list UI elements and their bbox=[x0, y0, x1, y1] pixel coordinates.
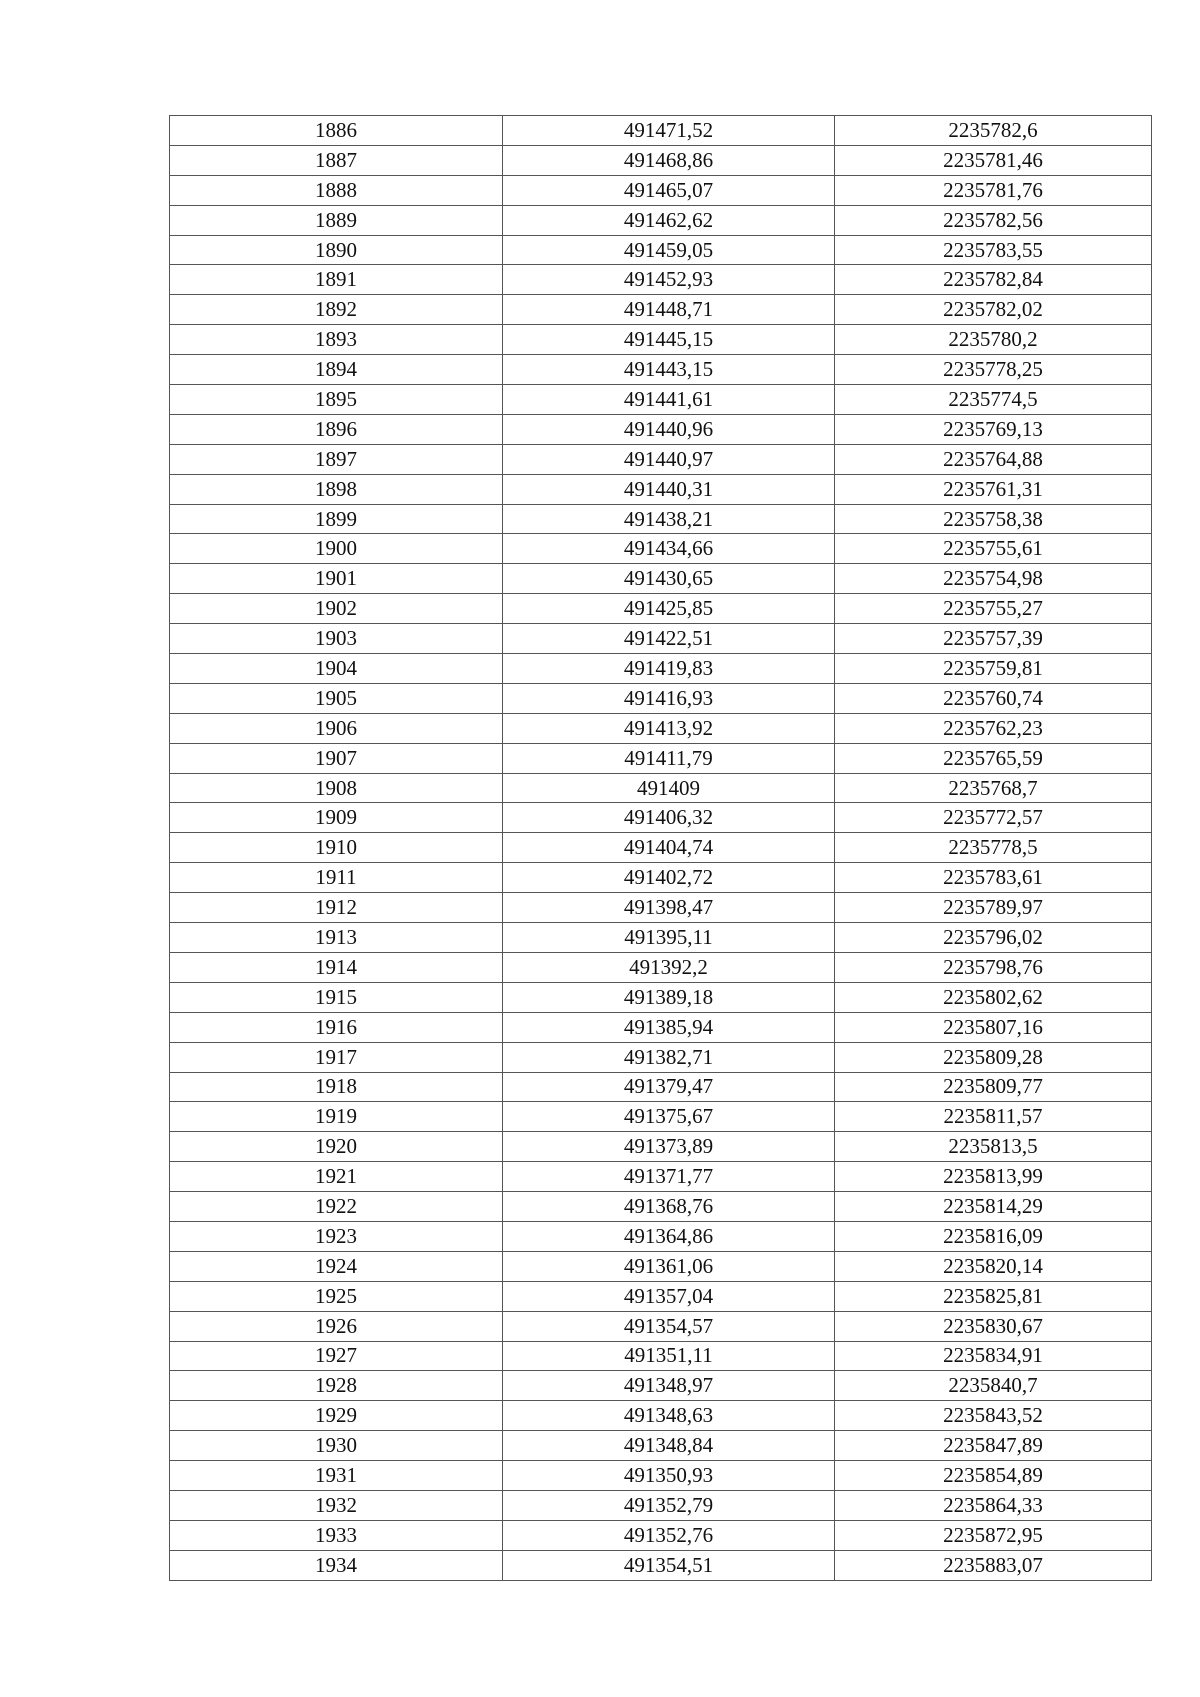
x-coordinate-cell: 491434,66 bbox=[503, 534, 835, 564]
point-number-cell: 1900 bbox=[170, 534, 503, 564]
point-number-cell: 1908 bbox=[170, 773, 503, 803]
x-coordinate-cell: 491354,57 bbox=[503, 1311, 835, 1341]
table-row bbox=[170, 474, 1152, 504]
point-number-cell: 1892 bbox=[170, 295, 503, 325]
y-coordinate-cell: 2235809,77 bbox=[835, 1072, 1152, 1102]
x-coordinate-cell: 491379,47 bbox=[503, 1072, 835, 1102]
x-coordinate-cell: 491350,93 bbox=[503, 1461, 835, 1491]
y-coordinate-cell: 2235864,33 bbox=[835, 1490, 1152, 1520]
table-row bbox=[170, 265, 1152, 295]
point-number-cell: 1926 bbox=[170, 1311, 503, 1341]
point-number-cell: 1895 bbox=[170, 385, 503, 415]
x-coordinate-cell: 491419,83 bbox=[503, 654, 835, 684]
point-number-cell: 1899 bbox=[170, 504, 503, 534]
table-row bbox=[170, 683, 1152, 713]
y-coordinate-cell: 2235762,23 bbox=[835, 713, 1152, 743]
table-row bbox=[170, 1311, 1152, 1341]
y-coordinate-cell: 2235755,27 bbox=[835, 594, 1152, 624]
x-coordinate-cell: 491440,96 bbox=[503, 414, 835, 444]
point-number-cell: 1903 bbox=[170, 624, 503, 654]
x-coordinate-cell: 491373,89 bbox=[503, 1132, 835, 1162]
y-coordinate-cell: 2235783,61 bbox=[835, 863, 1152, 893]
point-number-cell: 1912 bbox=[170, 893, 503, 923]
point-number-cell: 1930 bbox=[170, 1431, 503, 1461]
point-number-cell: 1913 bbox=[170, 923, 503, 953]
x-coordinate-cell: 491422,51 bbox=[503, 624, 835, 654]
table-row bbox=[170, 1221, 1152, 1251]
point-number-cell: 1886 bbox=[170, 116, 503, 146]
point-number-cell: 1901 bbox=[170, 564, 503, 594]
x-coordinate-cell: 491375,67 bbox=[503, 1102, 835, 1132]
table-row bbox=[170, 145, 1152, 175]
table-row bbox=[170, 1251, 1152, 1281]
table-row bbox=[170, 594, 1152, 624]
table-row bbox=[170, 1281, 1152, 1311]
table-row bbox=[170, 893, 1152, 923]
point-number-cell: 1914 bbox=[170, 952, 503, 982]
x-coordinate-cell: 491411,79 bbox=[503, 743, 835, 773]
y-coordinate-cell: 2235755,61 bbox=[835, 534, 1152, 564]
point-number-cell: 1928 bbox=[170, 1371, 503, 1401]
point-number-cell: 1902 bbox=[170, 594, 503, 624]
x-coordinate-cell: 491459,05 bbox=[503, 235, 835, 265]
table-row bbox=[170, 414, 1152, 444]
table-row bbox=[170, 295, 1152, 325]
y-coordinate-cell: 2235809,28 bbox=[835, 1042, 1152, 1072]
point-number-cell: 1891 bbox=[170, 265, 503, 295]
table-row bbox=[170, 654, 1152, 684]
point-number-cell: 1911 bbox=[170, 863, 503, 893]
point-number-cell: 1927 bbox=[170, 1341, 503, 1371]
y-coordinate-cell: 2235781,46 bbox=[835, 145, 1152, 175]
x-coordinate-cell: 491354,51 bbox=[503, 1550, 835, 1580]
y-coordinate-cell: 2235782,56 bbox=[835, 205, 1152, 235]
y-coordinate-cell: 2235854,89 bbox=[835, 1461, 1152, 1491]
table-row bbox=[170, 1162, 1152, 1192]
table-row bbox=[170, 1192, 1152, 1222]
point-number-cell: 1929 bbox=[170, 1401, 503, 1431]
table-row bbox=[170, 355, 1152, 385]
table-row bbox=[170, 982, 1152, 1012]
table-row bbox=[170, 624, 1152, 654]
y-coordinate-cell: 2235769,13 bbox=[835, 414, 1152, 444]
y-coordinate-cell: 2235847,89 bbox=[835, 1431, 1152, 1461]
y-coordinate-cell: 2235765,59 bbox=[835, 743, 1152, 773]
y-coordinate-cell: 2235782,6 bbox=[835, 116, 1152, 146]
table-row bbox=[170, 1550, 1152, 1580]
y-coordinate-cell: 2235781,76 bbox=[835, 175, 1152, 205]
table-row bbox=[170, 923, 1152, 953]
x-coordinate-cell: 491413,92 bbox=[503, 713, 835, 743]
table-row bbox=[170, 952, 1152, 982]
y-coordinate-cell: 2235820,14 bbox=[835, 1251, 1152, 1281]
point-number-cell: 1905 bbox=[170, 683, 503, 713]
table-row bbox=[170, 385, 1152, 415]
table-row bbox=[170, 863, 1152, 893]
x-coordinate-cell: 491452,93 bbox=[503, 265, 835, 295]
y-coordinate-cell: 2235825,81 bbox=[835, 1281, 1152, 1311]
table-row bbox=[170, 235, 1152, 265]
point-number-cell: 1931 bbox=[170, 1461, 503, 1491]
x-coordinate-cell: 491465,07 bbox=[503, 175, 835, 205]
x-coordinate-cell: 491438,21 bbox=[503, 504, 835, 534]
y-coordinate-cell: 2235813,5 bbox=[835, 1132, 1152, 1162]
x-coordinate-cell: 491364,86 bbox=[503, 1221, 835, 1251]
table-row bbox=[170, 833, 1152, 863]
y-coordinate-cell: 2235830,67 bbox=[835, 1311, 1152, 1341]
table-row bbox=[170, 1371, 1152, 1401]
y-coordinate-cell: 2235782,02 bbox=[835, 295, 1152, 325]
point-number-cell: 1934 bbox=[170, 1550, 503, 1580]
y-coordinate-cell: 2235872,95 bbox=[835, 1520, 1152, 1550]
point-number-cell: 1904 bbox=[170, 654, 503, 684]
y-coordinate-cell: 2235796,02 bbox=[835, 923, 1152, 953]
x-coordinate-cell: 491382,71 bbox=[503, 1042, 835, 1072]
x-coordinate-cell: 491468,86 bbox=[503, 145, 835, 175]
y-coordinate-cell: 2235759,81 bbox=[835, 654, 1152, 684]
y-coordinate-cell: 2235789,97 bbox=[835, 893, 1152, 923]
table-row bbox=[170, 1042, 1152, 1072]
table-row bbox=[170, 713, 1152, 743]
point-number-cell: 1888 bbox=[170, 175, 503, 205]
x-coordinate-cell: 491443,15 bbox=[503, 355, 835, 385]
table-row bbox=[170, 1341, 1152, 1371]
point-number-cell: 1933 bbox=[170, 1520, 503, 1550]
y-coordinate-cell: 2235798,76 bbox=[835, 952, 1152, 982]
y-coordinate-cell: 2235774,5 bbox=[835, 385, 1152, 415]
x-coordinate-cell: 491352,76 bbox=[503, 1520, 835, 1550]
x-coordinate-cell: 491389,18 bbox=[503, 982, 835, 1012]
table-row bbox=[170, 564, 1152, 594]
table-row bbox=[170, 1132, 1152, 1162]
x-coordinate-cell: 491348,97 bbox=[503, 1371, 835, 1401]
x-coordinate-cell: 491395,11 bbox=[503, 923, 835, 953]
y-coordinate-cell: 2235760,74 bbox=[835, 683, 1152, 713]
table-row bbox=[170, 1102, 1152, 1132]
point-number-cell: 1887 bbox=[170, 145, 503, 175]
point-number-cell: 1919 bbox=[170, 1102, 503, 1132]
x-coordinate-cell: 491471,52 bbox=[503, 116, 835, 146]
table-row bbox=[170, 205, 1152, 235]
point-number-cell: 1917 bbox=[170, 1042, 503, 1072]
point-number-cell: 1915 bbox=[170, 982, 503, 1012]
x-coordinate-cell: 491404,74 bbox=[503, 833, 835, 863]
table-row bbox=[170, 534, 1152, 564]
y-coordinate-cell: 2235768,7 bbox=[835, 773, 1152, 803]
point-number-cell: 1909 bbox=[170, 803, 503, 833]
x-coordinate-cell: 491409 bbox=[503, 773, 835, 803]
point-number-cell: 1923 bbox=[170, 1221, 503, 1251]
point-number-cell: 1920 bbox=[170, 1132, 503, 1162]
point-number-cell: 1921 bbox=[170, 1162, 503, 1192]
table-row bbox=[170, 1012, 1152, 1042]
table-row bbox=[170, 325, 1152, 355]
point-number-cell: 1925 bbox=[170, 1281, 503, 1311]
y-coordinate-cell: 2235757,39 bbox=[835, 624, 1152, 654]
table-row bbox=[170, 504, 1152, 534]
x-coordinate-cell: 491416,93 bbox=[503, 683, 835, 713]
x-coordinate-cell: 491371,77 bbox=[503, 1162, 835, 1192]
x-coordinate-cell: 491440,31 bbox=[503, 474, 835, 504]
x-coordinate-cell: 491398,47 bbox=[503, 893, 835, 923]
x-coordinate-cell: 491348,63 bbox=[503, 1401, 835, 1431]
y-coordinate-cell: 2235816,09 bbox=[835, 1221, 1152, 1251]
y-coordinate-cell: 2235758,38 bbox=[835, 504, 1152, 534]
y-coordinate-cell: 2235754,98 bbox=[835, 564, 1152, 594]
coordinate-table bbox=[169, 115, 1152, 1581]
y-coordinate-cell: 2235783,55 bbox=[835, 235, 1152, 265]
x-coordinate-cell: 491462,62 bbox=[503, 205, 835, 235]
x-coordinate-cell: 491406,32 bbox=[503, 803, 835, 833]
y-coordinate-cell: 2235764,88 bbox=[835, 444, 1152, 474]
table-row bbox=[170, 803, 1152, 833]
x-coordinate-cell: 491441,61 bbox=[503, 385, 835, 415]
table-row bbox=[170, 1072, 1152, 1102]
x-coordinate-cell: 491448,71 bbox=[503, 295, 835, 325]
x-coordinate-cell: 491440,97 bbox=[503, 444, 835, 474]
point-number-cell: 1896 bbox=[170, 414, 503, 444]
y-coordinate-cell: 2235761,31 bbox=[835, 474, 1152, 504]
point-number-cell: 1897 bbox=[170, 444, 503, 474]
point-number-cell: 1922 bbox=[170, 1192, 503, 1222]
y-coordinate-cell: 2235807,16 bbox=[835, 1012, 1152, 1042]
point-number-cell: 1916 bbox=[170, 1012, 503, 1042]
x-coordinate-cell: 491351,11 bbox=[503, 1341, 835, 1371]
point-number-cell: 1906 bbox=[170, 713, 503, 743]
y-coordinate-cell: 2235802,62 bbox=[835, 982, 1152, 1012]
y-coordinate-cell: 2235772,57 bbox=[835, 803, 1152, 833]
x-coordinate-cell: 491430,65 bbox=[503, 564, 835, 594]
table-row bbox=[170, 1490, 1152, 1520]
table-row bbox=[170, 1401, 1152, 1431]
table-row bbox=[170, 1431, 1152, 1461]
coordinate-table-body bbox=[170, 116, 1152, 1581]
x-coordinate-cell: 491368,76 bbox=[503, 1192, 835, 1222]
point-number-cell: 1893 bbox=[170, 325, 503, 355]
x-coordinate-cell: 491352,79 bbox=[503, 1490, 835, 1520]
x-coordinate-cell: 491402,72 bbox=[503, 863, 835, 893]
table-row bbox=[170, 743, 1152, 773]
x-coordinate-cell: 491445,15 bbox=[503, 325, 835, 355]
y-coordinate-cell: 2235843,52 bbox=[835, 1401, 1152, 1431]
x-coordinate-cell: 491392,2 bbox=[503, 952, 835, 982]
y-coordinate-cell: 2235840,7 bbox=[835, 1371, 1152, 1401]
y-coordinate-cell: 2235834,91 bbox=[835, 1341, 1152, 1371]
point-number-cell: 1907 bbox=[170, 743, 503, 773]
y-coordinate-cell: 2235778,5 bbox=[835, 833, 1152, 863]
y-coordinate-cell: 2235811,57 bbox=[835, 1102, 1152, 1132]
table-row bbox=[170, 175, 1152, 205]
y-coordinate-cell: 2235813,99 bbox=[835, 1162, 1152, 1192]
y-coordinate-cell: 2235780,2 bbox=[835, 325, 1152, 355]
table-row bbox=[170, 116, 1152, 146]
x-coordinate-cell: 491348,84 bbox=[503, 1431, 835, 1461]
y-coordinate-cell: 2235883,07 bbox=[835, 1550, 1152, 1580]
y-coordinate-cell: 2235782,84 bbox=[835, 265, 1152, 295]
x-coordinate-cell: 491385,94 bbox=[503, 1012, 835, 1042]
x-coordinate-cell: 491425,85 bbox=[503, 594, 835, 624]
point-number-cell: 1924 bbox=[170, 1251, 503, 1281]
x-coordinate-cell: 491357,04 bbox=[503, 1281, 835, 1311]
y-coordinate-cell: 2235814,29 bbox=[835, 1192, 1152, 1222]
point-number-cell: 1889 bbox=[170, 205, 503, 235]
table-row bbox=[170, 1461, 1152, 1491]
point-number-cell: 1910 bbox=[170, 833, 503, 863]
y-coordinate-cell: 2235778,25 bbox=[835, 355, 1152, 385]
point-number-cell: 1890 bbox=[170, 235, 503, 265]
point-number-cell: 1898 bbox=[170, 474, 503, 504]
x-coordinate-cell: 491361,06 bbox=[503, 1251, 835, 1281]
table-row bbox=[170, 1520, 1152, 1550]
table-row bbox=[170, 773, 1152, 803]
table-row bbox=[170, 444, 1152, 474]
point-number-cell: 1932 bbox=[170, 1490, 503, 1520]
point-number-cell: 1918 bbox=[170, 1072, 503, 1102]
point-number-cell: 1894 bbox=[170, 355, 503, 385]
